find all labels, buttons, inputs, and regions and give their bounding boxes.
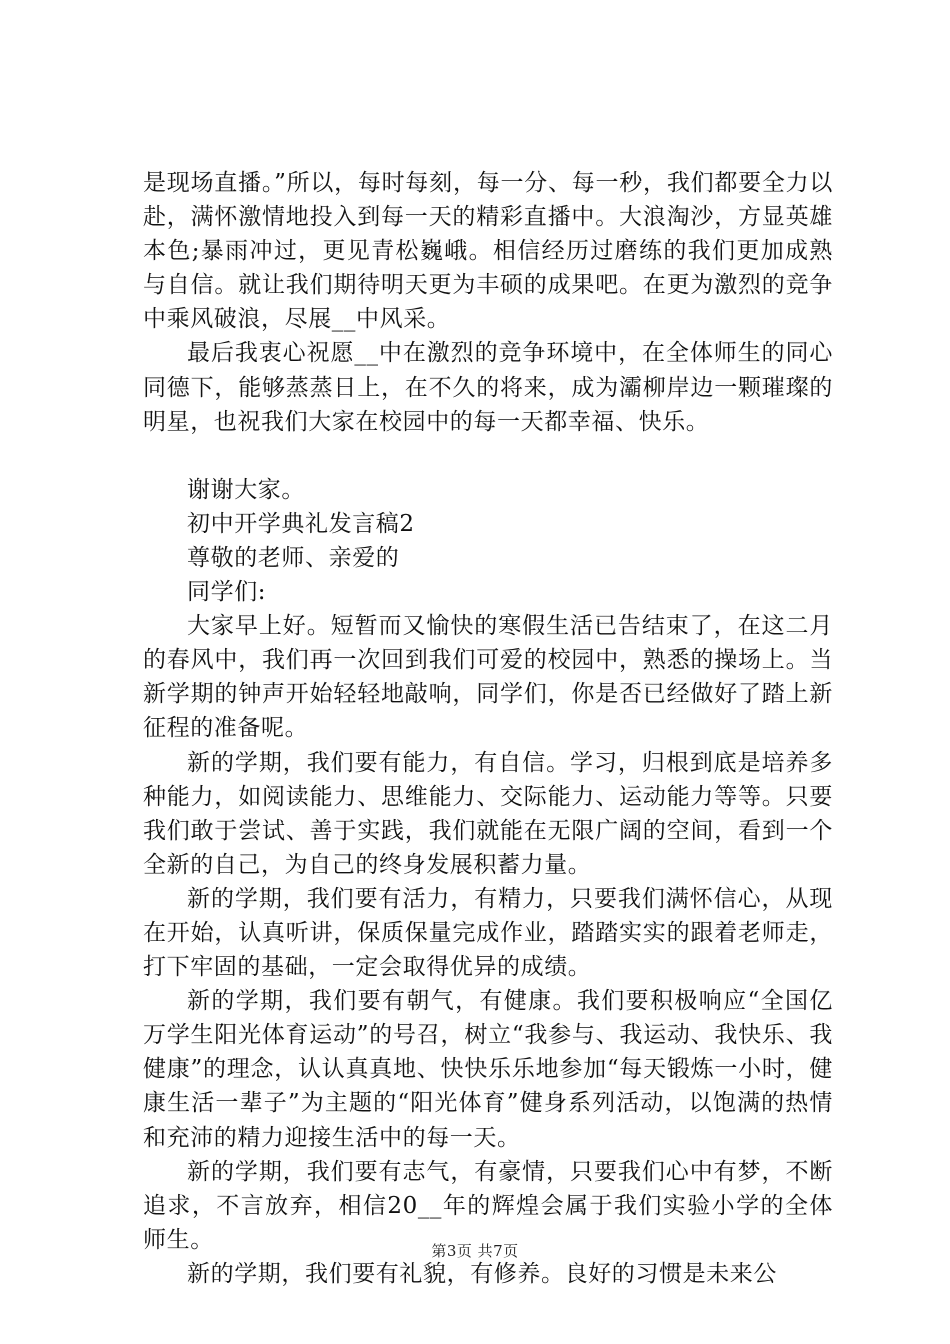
paragraph-greeting: 大家早上好。短暂而又愉快的寒假生活已告结束了，在这二月的春风中，我们再一次回到我们可爱的校园中，熟悉的操场上。当新学期的钟声开始轻轻地敲响，同学们，你是否已经做好了踏上新征程的准备呢。 xyxy=(143,613,833,742)
paragraph-health: 新的学期，我们要有朝气，有健康。我们要积极响应“全国亿万学生阳光体育运动”的号召，树立“我参与、我运动、我快乐、我健康”的理念，认认真真地、快快乐乐地参加“每天锻炼一小时，健康生活一辈子”为主题的“阳光体育”健身系列活动，以饱满的热情和充沛的精力迎接生活中的每一天。 xyxy=(143,988,833,1151)
blank-line xyxy=(143,439,833,473)
paragraph-ambition: 新的学期，我们要有志气，有豪情，只要我们心中有梦，不断追求，不言放弃，相信20__年的辉煌会属于我们实验小学的全体师生。 xyxy=(143,1158,833,1253)
paragraph-ability: 新的学期，我们要有能力，有自信。学习，归根到底是培养多种能力，如阅读能力、思维能力、交际能力、运动能力等等。只要我们敢于尝试、善于实践，我们就能在无限广阔的空间，看到一个全新的自己，为自己的终身发展积蓄力量。 xyxy=(143,749,833,878)
paragraph-closing-wishes: 最后我衷心祝愿__中在激烈的竞争环境中，在全体师生的同心同德下，能够蒸蒸日上，在不久的将来，成为灞柳岸边一颗璀璨的明星，也祝我们大家在校园中的每一天都幸福、快乐。 xyxy=(143,340,833,435)
paragraph-live-broadcast: 是现场直播。”所以，每时每刻，每一分、每一秒，我们都要全力以赴，满怀激情地投入到每一天的精彩直播中。大浪淘沙，方显英雄本色;暴雨冲过，更见青松巍峨。相信经历过磨练的我们更加成熟与自信。就让我们期待明天更为丰硕的成果吧。在更为激烈的竞争中乘风破浪，尽展__中风采。 xyxy=(143,170,833,333)
document-body xyxy=(143,166,833,1291)
paragraph-vitality: 新的学期，我们要有活力，有精力，只要我们满怀信心，从现在开始，认真听讲，保质保量完成作业，踏踏实实的跟着老师走，打下牢固的基础，一定会取得优异的成绩。 xyxy=(143,885,833,981)
paragraph-manners: 新的学期，我们要有礼貌，有修养。良好的习惯是未来公 xyxy=(187,1260,777,1287)
speech-title-2: 初中开学典礼发言稿2 xyxy=(187,510,415,537)
salutation-line-1: 尊敬的老师、亲爱的 xyxy=(187,544,400,571)
paragraph-thanks: 谢谢大家。 xyxy=(187,476,305,503)
page-number-footer: 第3页 共7页 xyxy=(431,1242,519,1260)
salutation-line-2: 同学们: xyxy=(187,579,267,606)
